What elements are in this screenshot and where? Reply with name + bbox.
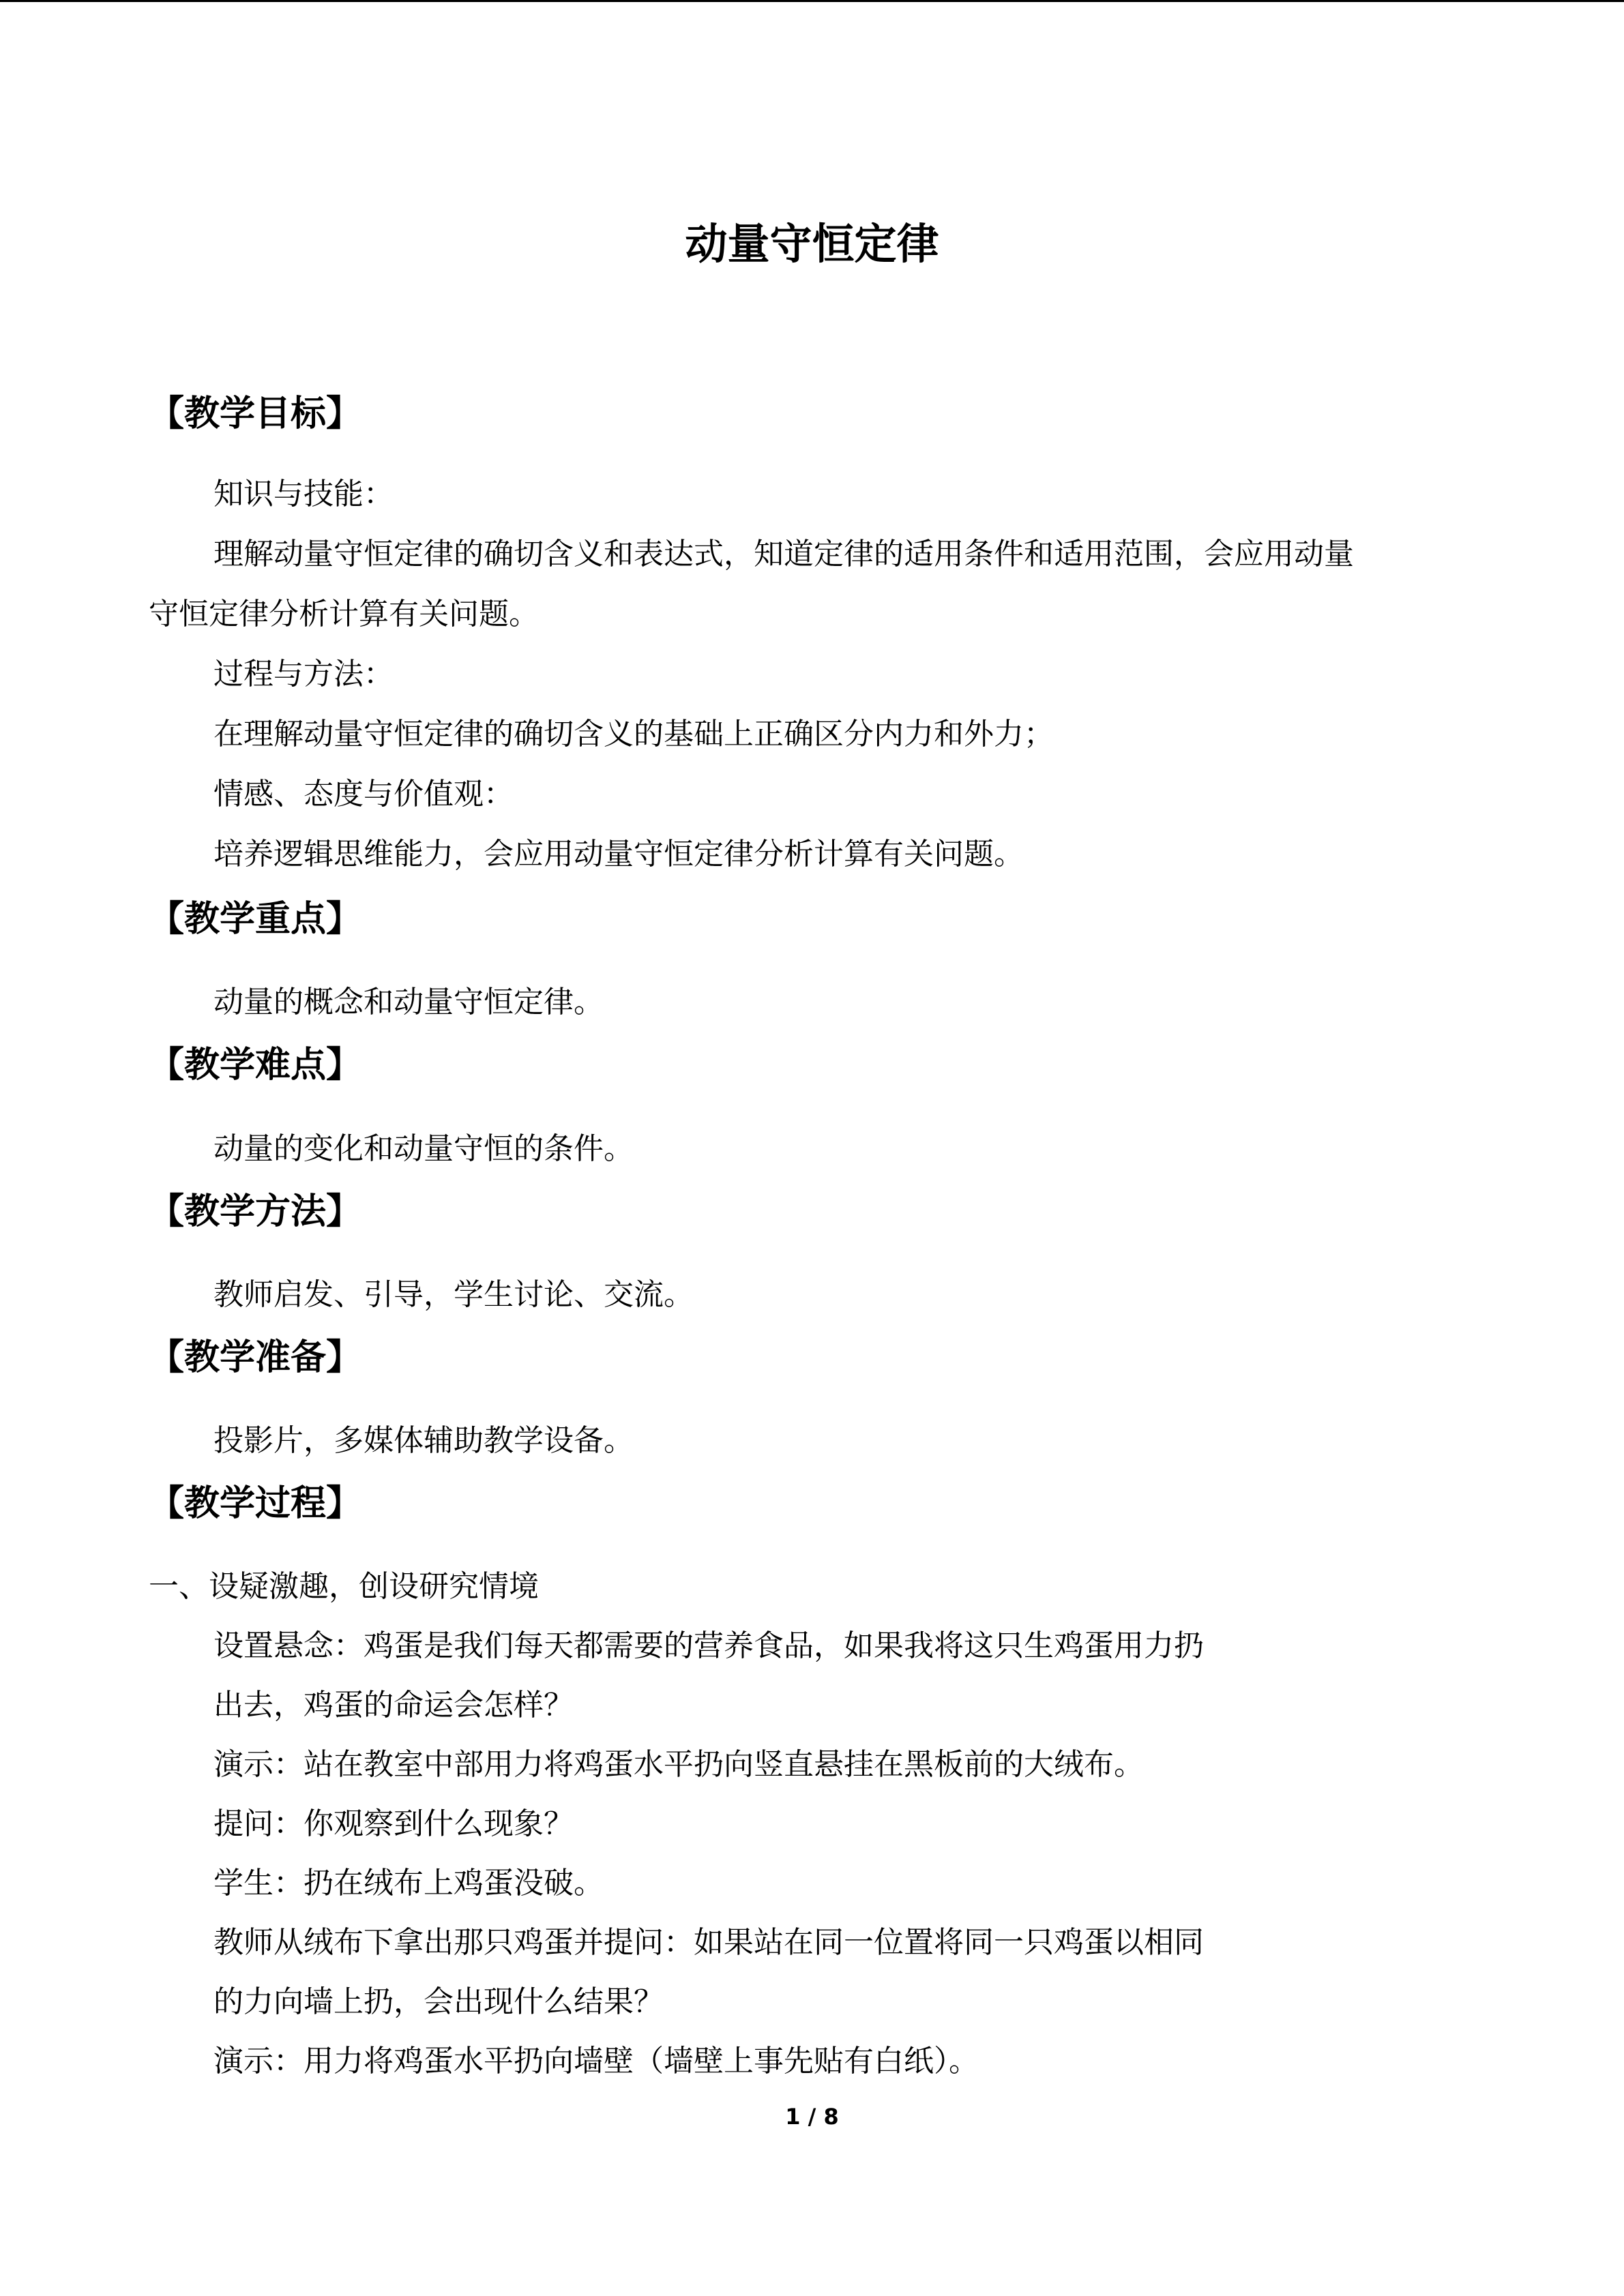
process-text: 在理解动量守恒定律的确切含义的基础上正确区分内力和外力；	[213, 717, 1054, 751]
difficulties-text: 动量的变化和动量守恒的条件。	[213, 1131, 634, 1166]
process-line: 的力向墙上扔，会出现什么结果？	[213, 1984, 664, 2019]
document-title: 动量守恒定律	[685, 219, 939, 269]
heading-methods: 【教学方法】	[149, 1191, 362, 1232]
process-line: 学生：扔在绒布上鸡蛋没破。	[213, 1866, 604, 1900]
heading-teaching-process: 【教学过程】	[149, 1483, 362, 1524]
process-line: 教师从绒布下拿出那只鸡蛋并提问：如果站在同一位置将同一只鸡蛋以相同	[213, 1925, 1204, 1960]
methods-text: 教师启发、引导，学生讨论、交流。	[213, 1277, 694, 1312]
knowledge-label: 知识与技能：	[213, 477, 394, 511]
heading-preparation: 【教学准备】	[149, 1337, 362, 1378]
process-line: 设置悬念：鸡蛋是我们每天都需要的营养食品，如果我将这只生鸡蛋用力扔	[213, 1628, 1204, 1663]
process-line: 演示：用力将鸡蛋水平扔向墙壁（墙壁上事先贴有白纸）。	[213, 2044, 979, 2078]
process-label: 过程与方法：	[213, 657, 394, 691]
heading-difficulties: 【教学难点】	[149, 1045, 362, 1086]
process-line: 提问：你观察到什么现象？	[213, 1806, 574, 1841]
process-line: 演示：站在教室中部用力将鸡蛋水平扔向竖直悬挂在黑板前的大绒布。	[213, 1747, 1144, 1782]
top-border-line	[0, 0, 1624, 2]
knowledge-text-line-1: 理解动量守恒定律的确切含义和表达式，知道定律的适用条件和适用范围，会应用动量	[213, 537, 1354, 571]
knowledge-text-line-2: 守恒定律分析计算有关问题。	[149, 597, 539, 631]
emotion-label: 情感、态度与价值观：	[213, 777, 514, 811]
key-points-text: 动量的概念和动量守恒定律。	[213, 985, 604, 1019]
emotion-text: 培养逻辑思维能力，会应用动量守恒定律分析计算有关问题。	[213, 837, 1024, 871]
heading-teaching-goals: 【教学目标】	[149, 393, 362, 434]
heading-key-points: 【教学重点】	[149, 899, 362, 940]
page-number: 1 / 8	[785, 2104, 839, 2130]
process-part-1-title: 一、设疑激趣，创设研究情境	[149, 1569, 539, 1604]
process-line: 出去，鸡蛋的命运会怎样？	[213, 1688, 574, 1723]
preparation-text: 投影片，多媒体辅助教学设备。	[213, 1423, 634, 1458]
